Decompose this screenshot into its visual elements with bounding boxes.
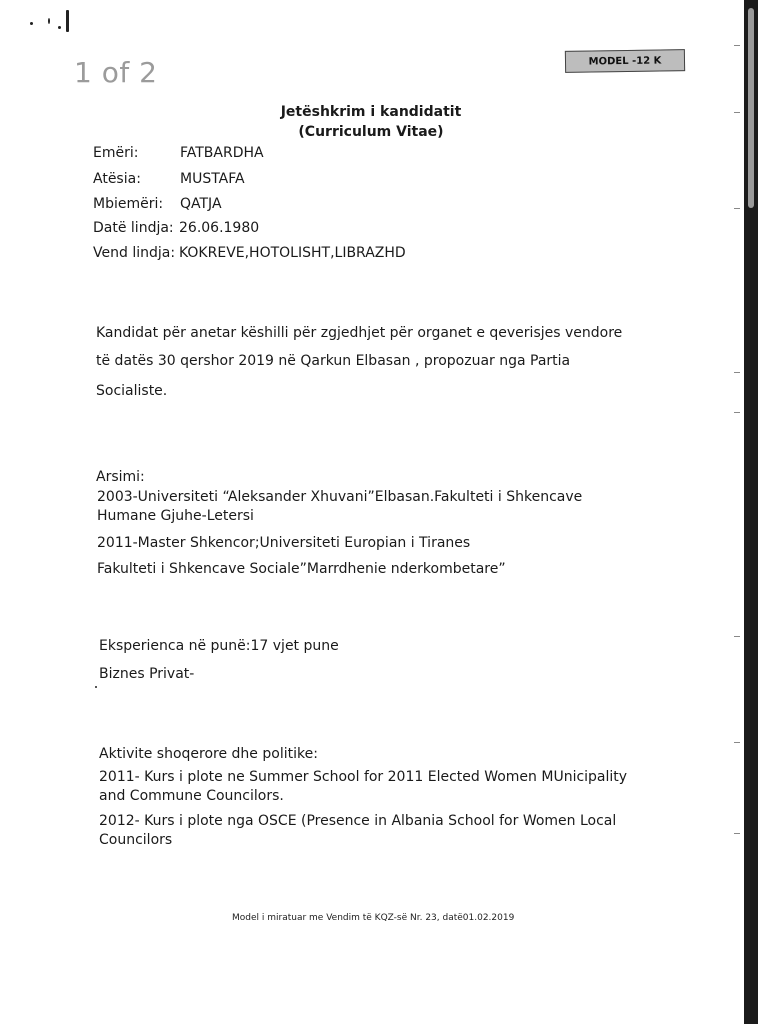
field-value: KOKREVE,HOTOLISHT,LIBRAZHD (179, 245, 406, 261)
field-value: QATJA (180, 196, 222, 212)
scan-mark (734, 412, 740, 413)
scan-mark (734, 208, 740, 209)
activity-line: and Commune Councilors. (99, 788, 284, 804)
field-surname (93, 196, 222, 212)
field-birth-place (93, 245, 406, 261)
field-label: Atësia: (93, 171, 141, 187)
experience-line: Biznes Privat- (99, 666, 195, 682)
model-badge: MODEL -12 K (565, 49, 685, 73)
field-value: 26.06.1980 (179, 220, 260, 236)
field-label: Datë lindja: (93, 220, 174, 236)
scan-speck (58, 26, 61, 29)
activities-heading: Aktivite shoqerore dhe politike: (99, 746, 318, 762)
field-label: Emëri: (93, 145, 139, 161)
field-label: Vend lindja: (93, 245, 176, 261)
field-label: Mbiemëri: (93, 196, 164, 212)
candidacy-line: të datës 30 qershor 2019 në Qarkun Elbasan , propozuar nga Partia (96, 353, 571, 369)
activity-line: 2011- Kurs i plote ne Summer School for 2011 Elected Women MUnicipality (99, 769, 628, 785)
field-value: MUSTAFA (180, 171, 245, 187)
education-line: 2011-Master Shkencor;Universiteti Europian i Tiranes (97, 535, 471, 551)
scan-speck (48, 18, 50, 24)
field-value: FATBARDHA (180, 145, 264, 161)
experience-line: Eksperienca në punë:17 vjet pune (99, 638, 339, 654)
activity-line: 2012- Kurs i plote nga OSCE (Presence in Albania School for Women Local (99, 813, 617, 829)
education-line: Fakulteti i Shkencave Sociale”Marrdhenie nderkombetare” (97, 561, 506, 577)
scan-speck (95, 686, 97, 688)
education-line: Humane Gjuhe-Letersi (97, 508, 254, 524)
field-birth-date (93, 220, 260, 236)
scan-mark (734, 45, 740, 46)
scan-speck (66, 10, 69, 32)
field-father-name (93, 171, 245, 187)
scan-mark (734, 742, 740, 743)
scan-mark (734, 372, 740, 373)
activity-line: Councilors (99, 832, 173, 848)
document-title: Jetëshkrim i kandidatit (280, 104, 462, 120)
education-line: 2003-Universiteti “Aleksander Xhuvani”Elbasan.Fakulteti i Shkencave (97, 489, 583, 505)
candidacy-line: Kandidat për anetar këshilli për zgjedhjet për organet e qeverisjes vendore (96, 325, 623, 341)
page-indicator: 1 of 2 (74, 56, 158, 89)
scan-speck (30, 22, 33, 25)
document-subtitle: (Curriculum Vitae) (298, 124, 444, 140)
scan-mark (734, 833, 740, 834)
candidacy-line: Socialiste. (96, 383, 168, 399)
document-footer: Model i miratuar me Vendim të KQZ-së Nr. 23, datë01.02.2019 (232, 913, 515, 923)
education-heading: Arsimi: (96, 469, 145, 485)
field-first-name (93, 145, 264, 161)
scan-mark (734, 636, 740, 637)
